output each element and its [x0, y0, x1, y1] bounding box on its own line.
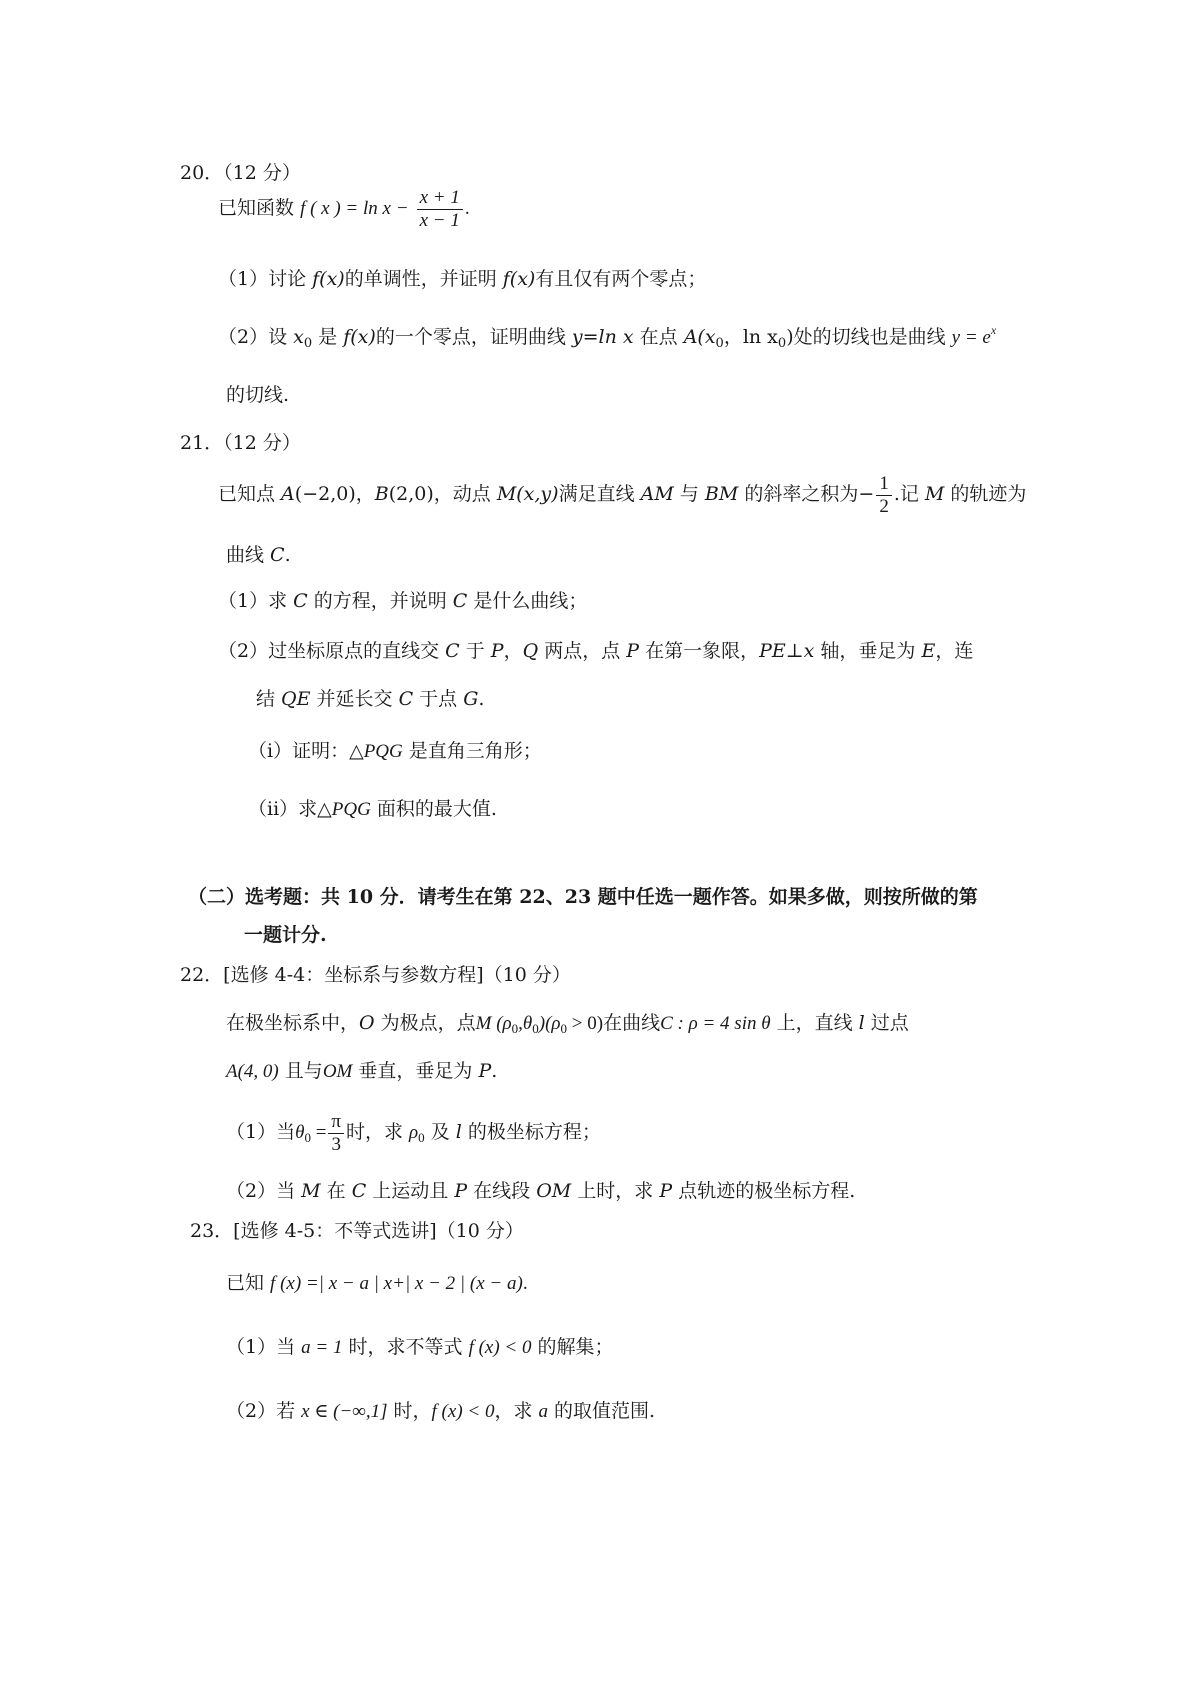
q21-stem: 已知点 A(−2,0)，B(2,0)，动点 M(x,y)满足直线 AM 与 BM 的斜率之积为− $\frac{1}{2}$ .记 M 的轨迹为 [218, 472, 1027, 517]
q21-sub-i: （i）证明：△PQG 是直角三角形； [248, 740, 542, 762]
fraction-pi-over-3: $\frac{\pi}{3}$ [328, 1111, 344, 1156]
q23-heading: 23．[选修 4-5：不等式选讲]（10 分） [190, 1220, 524, 1242]
q21-part-2-cont: 结 QE 并延长交 C 于点 G. [256, 688, 485, 710]
q20-part-2: （2）设 $x_0$ 是 f(x)的一个零点，证明曲线 y=ln x 在点 $A(x_0$，$\ln x_0$)处的切线也是曲线 $y = e^x$ [218, 323, 997, 351]
q23-part-1: （1）当 a = 1 时，求不等式 f (x) < 0 的解集； [226, 1336, 614, 1358]
q23-part-2: （2）若 x ∈ (−∞,1] 时，f (x) < 0，求 a 的取值范围. [226, 1400, 656, 1422]
fraction-x-plus-1-over-x-minus-1: $\frac{x + 1}{x - 1}$ [417, 187, 463, 232]
q21-sub-ii: （ii）求△PQG 面积的最大值. [248, 798, 497, 820]
q22-stem-cont: A(4, 0) 且与OM 垂直，垂足为 P. [226, 1060, 498, 1082]
q23-stem: 已知 f (x) =| x − a | x+| x − 2 | (x − a). [226, 1272, 528, 1294]
q22-part-1: （1）当$\theta_0$ = $\frac{\pi}{3}$ 时，求 $\rho_0$ 及 l 的极坐标方程； [226, 1110, 601, 1155]
q22-part-2: （2）当 M 在 C 上运动且 P 在线段 OM 上时，求 P 点轨迹的极坐标方程. [226, 1180, 856, 1202]
q20-part-2-cont: 的切线. [226, 384, 290, 406]
q20-stem: 已知函数 f ( x ) = ln x − $\frac{x + 1}{x - 1}$ . [218, 186, 470, 231]
q22-heading: 22．[选修 4-4：坐标系与参数方程]（10 分） [180, 964, 571, 986]
fraction-one-half: $\frac{1}{2}$ [876, 473, 892, 518]
q20-heading: 20．（12 分） [180, 162, 301, 184]
section-2-instructions-cont: 一题计分. [244, 924, 327, 946]
q21-part-1: （1）求 C 的方程，并说明 C 是什么曲线； [218, 590, 588, 612]
q21-part-2: （2）过坐标原点的直线交 C 于 P，Q 两点，点 P 在第一象限，PE⊥x 轴，垂足为 E，连 [218, 640, 974, 662]
q22-stem: 在极坐标系中，O 为极点，点M $(\rho_0,\theta_0)(\rho_0 > 0)$在曲线C : ρ = 4 sin θ 上，直线 l 过点 [226, 1012, 909, 1036]
q20-part-1: （1）讨论 f(x)的单调性，并证明 f(x)有且仅有两个零点； [218, 268, 707, 290]
q21-heading: 21．（12 分） [180, 432, 301, 454]
q21-stem-cont: 曲线 C. [226, 544, 291, 566]
section-2-instructions: （二）选考题：共 10 分．请考生在第 22、23 题中任选一题作答。如果多做，则按所做的第 [188, 886, 978, 908]
